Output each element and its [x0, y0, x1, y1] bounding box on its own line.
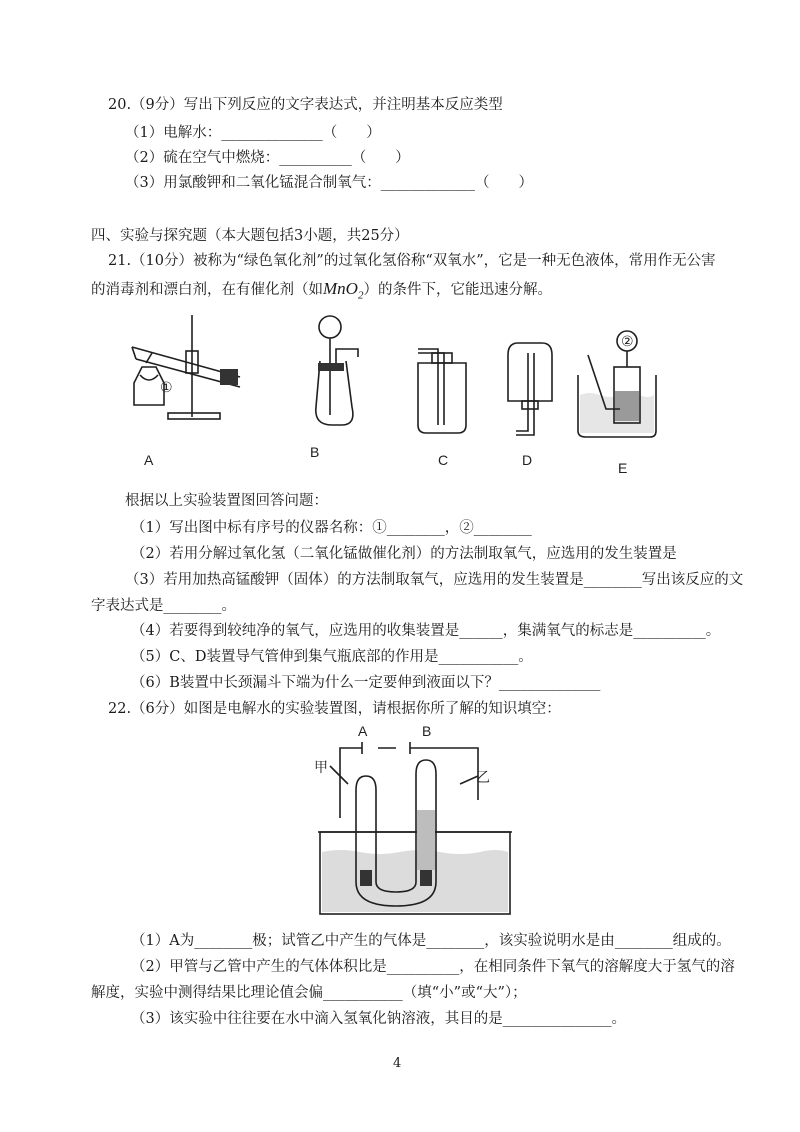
apparatus-a	[132, 315, 240, 468]
apparatus-c	[418, 349, 466, 468]
label-b: B	[310, 444, 320, 460]
q21-stem-line2: 的消毒剂和漂白剂，在有催化剂（如MnO$_2$）的条件下，它能迅速分解。	[91, 279, 552, 302]
marker-2: ②	[621, 333, 634, 349]
label-a: A	[144, 452, 154, 468]
q21-item-3: （3）若用加热高锰酸钾（固体）的方法制取氧气，应选用的发生装置是________写出该反应的文	[125, 572, 744, 588]
q22-item-1: （1）A为________极；试管乙中产生的气体是________，该实验说明水是由________组成的。	[131, 933, 731, 949]
label-tube-yi: 乙	[476, 769, 490, 785]
q20-item-3: （3）用氯酸钾和二氧化锰混合制氧气：_____________（ ）	[125, 175, 533, 191]
label-c: C	[438, 452, 449, 468]
apparatus-figure	[120, 305, 660, 485]
mno2-formula: MnO$_2$	[323, 279, 364, 302]
q20-item-1: （1）电解水：______________（ ）	[125, 125, 381, 141]
q21-item-5: （5）C、D装置导气管伸到集气瓶底部的作用是___________。	[131, 649, 533, 665]
page-number: 4	[393, 1056, 402, 1071]
q22-item-3: （3）该实验中往往要在水中滴入氢氧化钠溶液，其目的是_______________。	[131, 1011, 626, 1027]
q21-item-1: （1）写出图中标有序号的仪器名称：①________，②________	[131, 520, 532, 536]
label-e: E	[618, 460, 628, 476]
q21-stem-line1: 21.（10分）被称为“绿色氧化剂”的过氧化氢俗称“双氧水”，它是一种无色液体，常用作无公害	[108, 253, 716, 269]
apparatus-d	[508, 343, 552, 468]
apparatus-e	[578, 331, 656, 476]
q21-item-6: （6）B装置中长颈漏斗下端为什么一定要伸到液面以下？______________	[131, 675, 601, 691]
q22-title: 22.（6分）如图是电解水的实验装置图，请根据你所了解的知识填空：	[108, 701, 561, 717]
section-title: 四、实验与探究题（本大题包括3小题，共25分）	[91, 228, 409, 244]
q21-intro: 根据以上实验装置图回答问题：	[125, 493, 328, 509]
q22-item-2-cont: 解度，实验中测得结果比理论值会偏___________（填“小”或“大”）；	[91, 985, 527, 1001]
label-electrode-a: A	[358, 723, 368, 739]
q21-item-3-cont: 字表达式是________。	[91, 598, 236, 614]
marker-1: ①	[160, 379, 173, 395]
label-electrode-b: B	[422, 723, 432, 739]
label-d: D	[522, 452, 533, 468]
q21-item-2: （2）若用分解过氧化氢（二氧化锰做催化剂）的方法制取氧气，应选用的发生装置是	[131, 546, 677, 562]
q20-item-2: （2）硫在空气中燃烧：__________（ ）	[125, 150, 410, 166]
apparatus-b	[310, 316, 358, 460]
q22-item-2: （2）甲管与乙管中产生的气体体积比是__________，在相同条件下氧气的溶解度大于氢气的溶	[131, 959, 735, 975]
q20-title: 20.（9分）写出下列反应的文字表达式，并注明基本反应类型	[108, 97, 503, 113]
electrolysis-figure	[300, 720, 530, 920]
q21-item-4: （4）若要得到较纯净的氧气，应选用的收集装置是______，集满氧气的标志是__________。	[131, 623, 721, 639]
label-tube-jia: 甲	[314, 759, 328, 775]
